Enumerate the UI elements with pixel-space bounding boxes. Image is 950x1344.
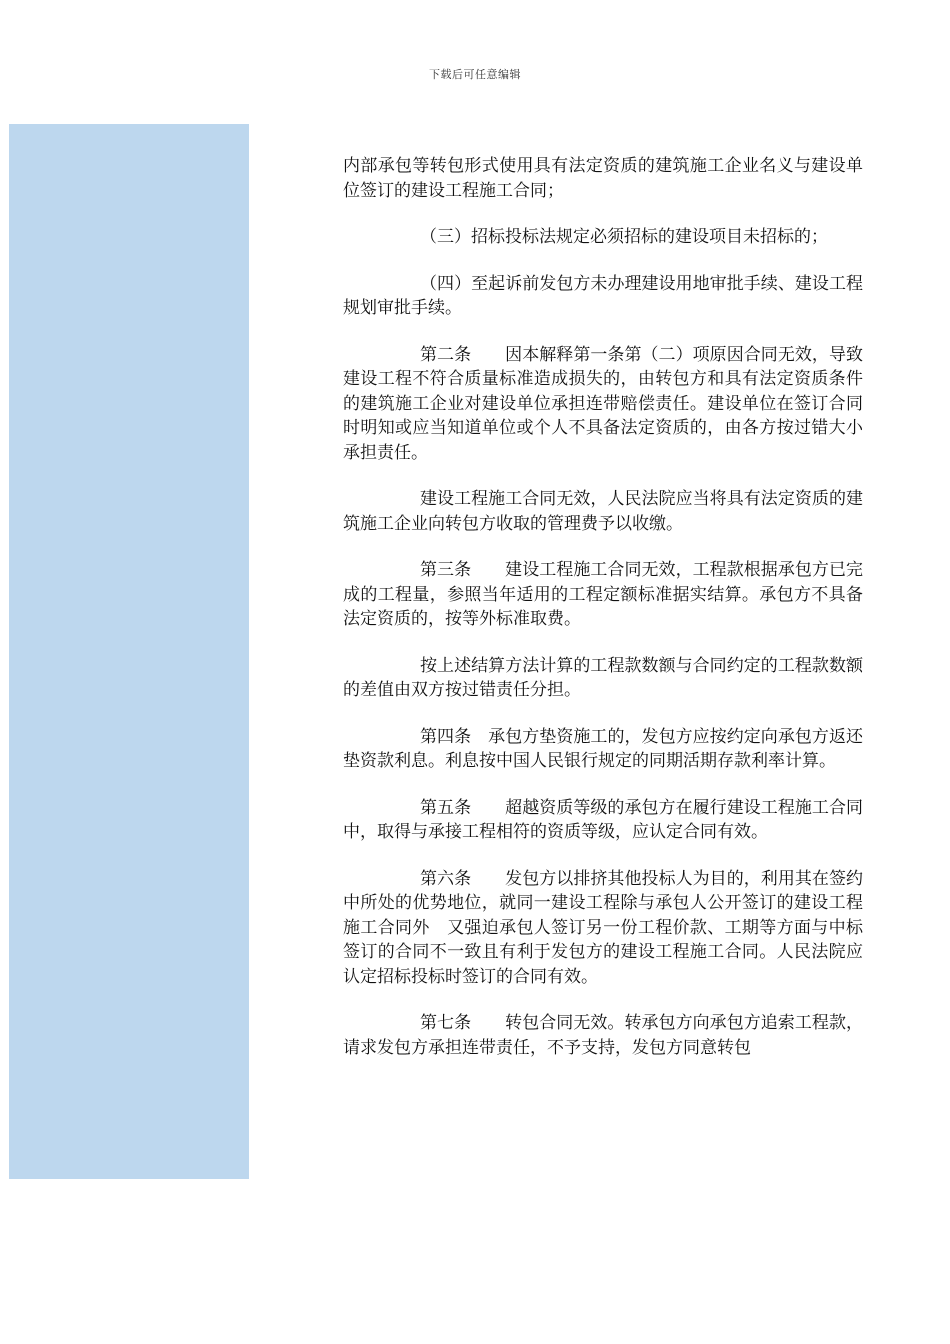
paragraph-text: 超越资质等级的承包方在履行建设工程施工合同中，取得与承接工程相符的资质等级，应认定合同有效。 (343, 797, 863, 842)
paragraph-continuation (343, 154, 863, 203)
paragraph-item-4 (343, 272, 863, 321)
article-6 (343, 867, 863, 990)
page-header-note: 下载后可任意编辑 (429, 68, 521, 81)
decorative-side-band (9, 124, 249, 1179)
article-5 (343, 796, 863, 845)
article-label: 第三条 (420, 560, 472, 580)
article-4 (343, 725, 863, 774)
paragraph-text: 转包合同无效。转承包方向承包方追索工程款，请求发包方承担连带责任，不予支持，发包方同意转包 (343, 1013, 863, 1058)
article-label: 第五条 (420, 797, 472, 818)
article-2 (343, 343, 863, 466)
paragraph-text: 内部承包等转包形式使用具有法定资质的建筑施工企业名义与建设单位签订的建设工程施工合同； (343, 156, 863, 201)
paragraph-text: （四）至起诉前发包方未办理建设用地审批手续、建设工程规划审批手续。 (343, 273, 863, 318)
article-7 (343, 1011, 863, 1060)
article-label: 第六条 (420, 868, 472, 889)
article-label: 第七条 (420, 1013, 472, 1033)
paragraph-text: 因本解释第一条第（二）项原因合同无效，导致建设工程不符合质量标准造成损失的，由转包方和具有法定资质条件的建筑施工企业对建设单位承担连带赔偿责任。建设单位在签订合同时明知或应当知道单位或个人不具备法定资质的，由各方按过错大小承担责任。 (343, 344, 863, 463)
paragraph-settlement-difference (343, 654, 863, 703)
paragraph-text: 建设工程施工合同无效，工程款根据承包方已完成的工程量，参照当年适用的工程定额标准据实结算。承包方不具备法定资质的，按等外标准取费。 (343, 560, 863, 629)
article-label: 第四条 (420, 726, 472, 747)
paragraph-text: 建设工程施工合同无效，人民法院应当将具有法定资质的建筑施工企业向转包方收取的管理费予以收缴。 (343, 489, 863, 534)
document-body (343, 154, 863, 1082)
article-label: 第二条 (420, 344, 472, 365)
paragraph-text: 承包方垫资施工的，发包方应按约定向承包方返还垫资款利息。利息按中国人民银行规定的同期活期存款利率计算。 (343, 726, 864, 771)
paragraph-text: 发包方以排挤其他投标人为目的，利用其在签约中所处的优势地位，就同一建设工程除与承包人公开签订的建设工程施工合同外 又强迫承包人签订另一份工程价款、工期等方面与中标签订的合同不一致且有利于发包方的建设工程施工合同。人民法院应认定招标投标时签订的合同有效。 (343, 868, 863, 987)
paragraph-management-fee (343, 487, 863, 536)
article-3 (343, 558, 863, 632)
paragraph-text: （三）招标投标法规定必须招标的建设项目未招标的； (420, 227, 828, 247)
paragraph-item-3 (343, 225, 863, 250)
paragraph-text: 按上述结算方法计算的工程款数额与合同约定的工程款数额的差值由双方按过错责任分担。 (343, 655, 863, 700)
